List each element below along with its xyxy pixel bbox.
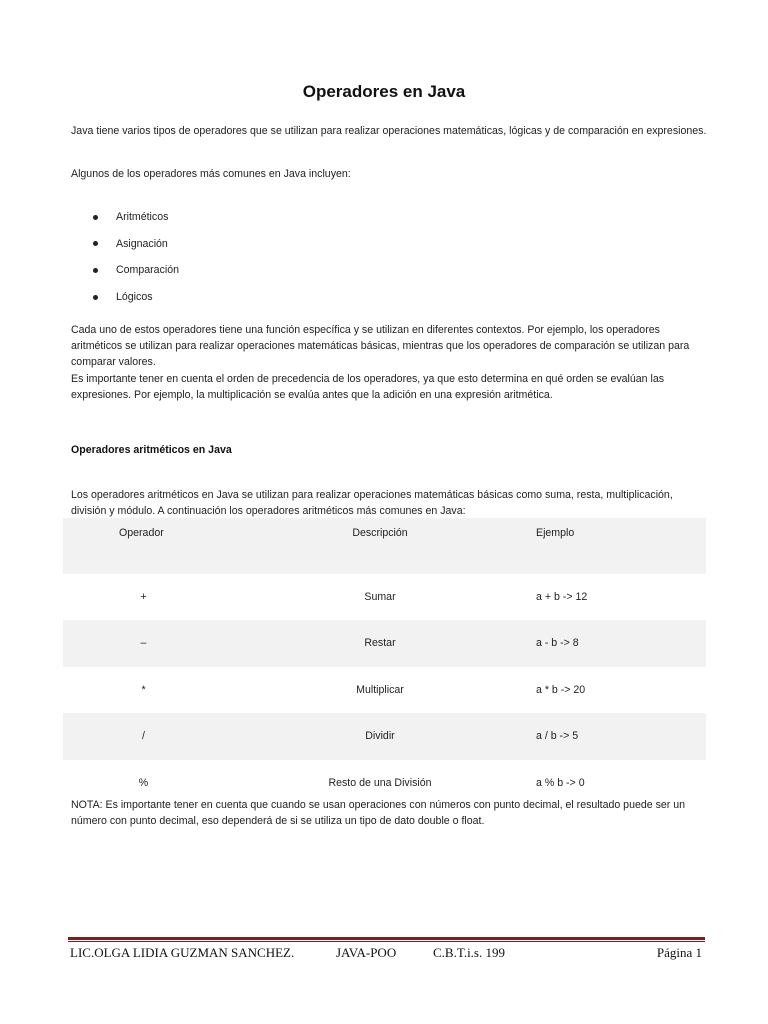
bullet-icon: [93, 295, 98, 300]
cell-example: a % b -> 0: [536, 776, 585, 789]
cell-operator: –: [140, 637, 147, 650]
list-item-label: Asignación: [116, 237, 168, 250]
list-item: [71, 289, 179, 316]
cell-operator: *: [141, 683, 146, 696]
cell-description: Multiplicar: [356, 683, 404, 696]
cell-operator: +: [140, 590, 147, 603]
list-item-label: Lógicos: [116, 291, 153, 304]
list-intro: Algunos de los operadores más comunes en Java incluyen:: [71, 168, 351, 180]
list-item: [71, 236, 179, 263]
table-header-row: [63, 518, 706, 574]
bullet-icon: [93, 241, 98, 246]
operator-type-list: [71, 209, 179, 316]
bullet-icon: [93, 268, 98, 273]
table-row: [63, 667, 706, 714]
footer-page-number: Página 1: [656, 945, 702, 960]
header-descripcion: Descripción: [352, 527, 408, 539]
cell-description: Sumar: [364, 590, 396, 603]
footer-school: C.B.T.i.s. 199: [433, 945, 505, 960]
cell-example: a / b -> 5: [536, 730, 579, 743]
list-item-label: Comparación: [116, 264, 180, 277]
intro-paragraph: Java tiene varios tipos de operadores que se utilizan para realizar operaciones matemáticas, lógicas y de comparación en expresiones.: [71, 125, 707, 137]
section-intro: Los operadores aritméticos en Java se utilizan para realizar operaciones matemáticas básicas como suma, resta, multiplicación, división y módulo. A continuación los operadores aritméticos más comunes en Java:: [71, 489, 673, 517]
table-row: [63, 620, 706, 667]
paragraph-precedence: Es importante tener en cuenta el orden de precedencia de los operadores, ya que esto determina en qué orden se evalúan las expresiones. Por ejemplo, la multiplicación se evalúa antes que la adición en una expresión aritmética.: [71, 373, 665, 401]
cell-description: Resto de una División: [328, 776, 432, 789]
header-operador: Operador: [119, 527, 164, 539]
list-item: [71, 209, 179, 236]
list-item-label: Aritméticos: [116, 211, 169, 223]
cell-operator: /: [142, 730, 145, 743]
section-heading: Operadores aritméticos en Java: [71, 444, 232, 456]
document-title: Operadores en Java: [302, 82, 466, 101]
cell-example: a * b -> 20: [536, 683, 586, 696]
paragraph-functions: Cada uno de estos operadores tiene una función específica y se utilizan en diferentes contextos. Por ejemplo, los operadores aritméticos se utilizan para realizar operaciones matemáticas básicas, mientras que los operadores de comparación se utilizan para comparar valores.: [71, 324, 690, 368]
header-ejemplo: Ejemplo: [536, 527, 575, 539]
bullet-icon: [93, 215, 98, 220]
footer-course: JAVA-POO: [336, 945, 397, 960]
note-paragraph: NOTA: Es importante tener en cuenta que cuando se usan operaciones con números con punto decimal, el resultado puede ser un número con punto decimal, eso dependerá de si se utiliza un tipo de dato double o float.: [71, 799, 686, 827]
table-row: [63, 574, 706, 621]
cell-description: Restar: [364, 637, 396, 650]
cell-description: Dividir: [365, 730, 395, 743]
footer-author: LIC.OLGA LIDIA GUZMAN SANCHEZ.: [70, 945, 295, 960]
table-row: [63, 713, 706, 760]
footer-rule-thin: [68, 941, 705, 942]
cell-operator: %: [138, 776, 149, 789]
cell-example: a - b -> 8: [536, 637, 579, 650]
cell-example: a + b -> 12: [536, 590, 588, 603]
list-item: [71, 262, 179, 289]
footer-rule-thick: [68, 937, 705, 940]
operators-table: [63, 518, 706, 806]
